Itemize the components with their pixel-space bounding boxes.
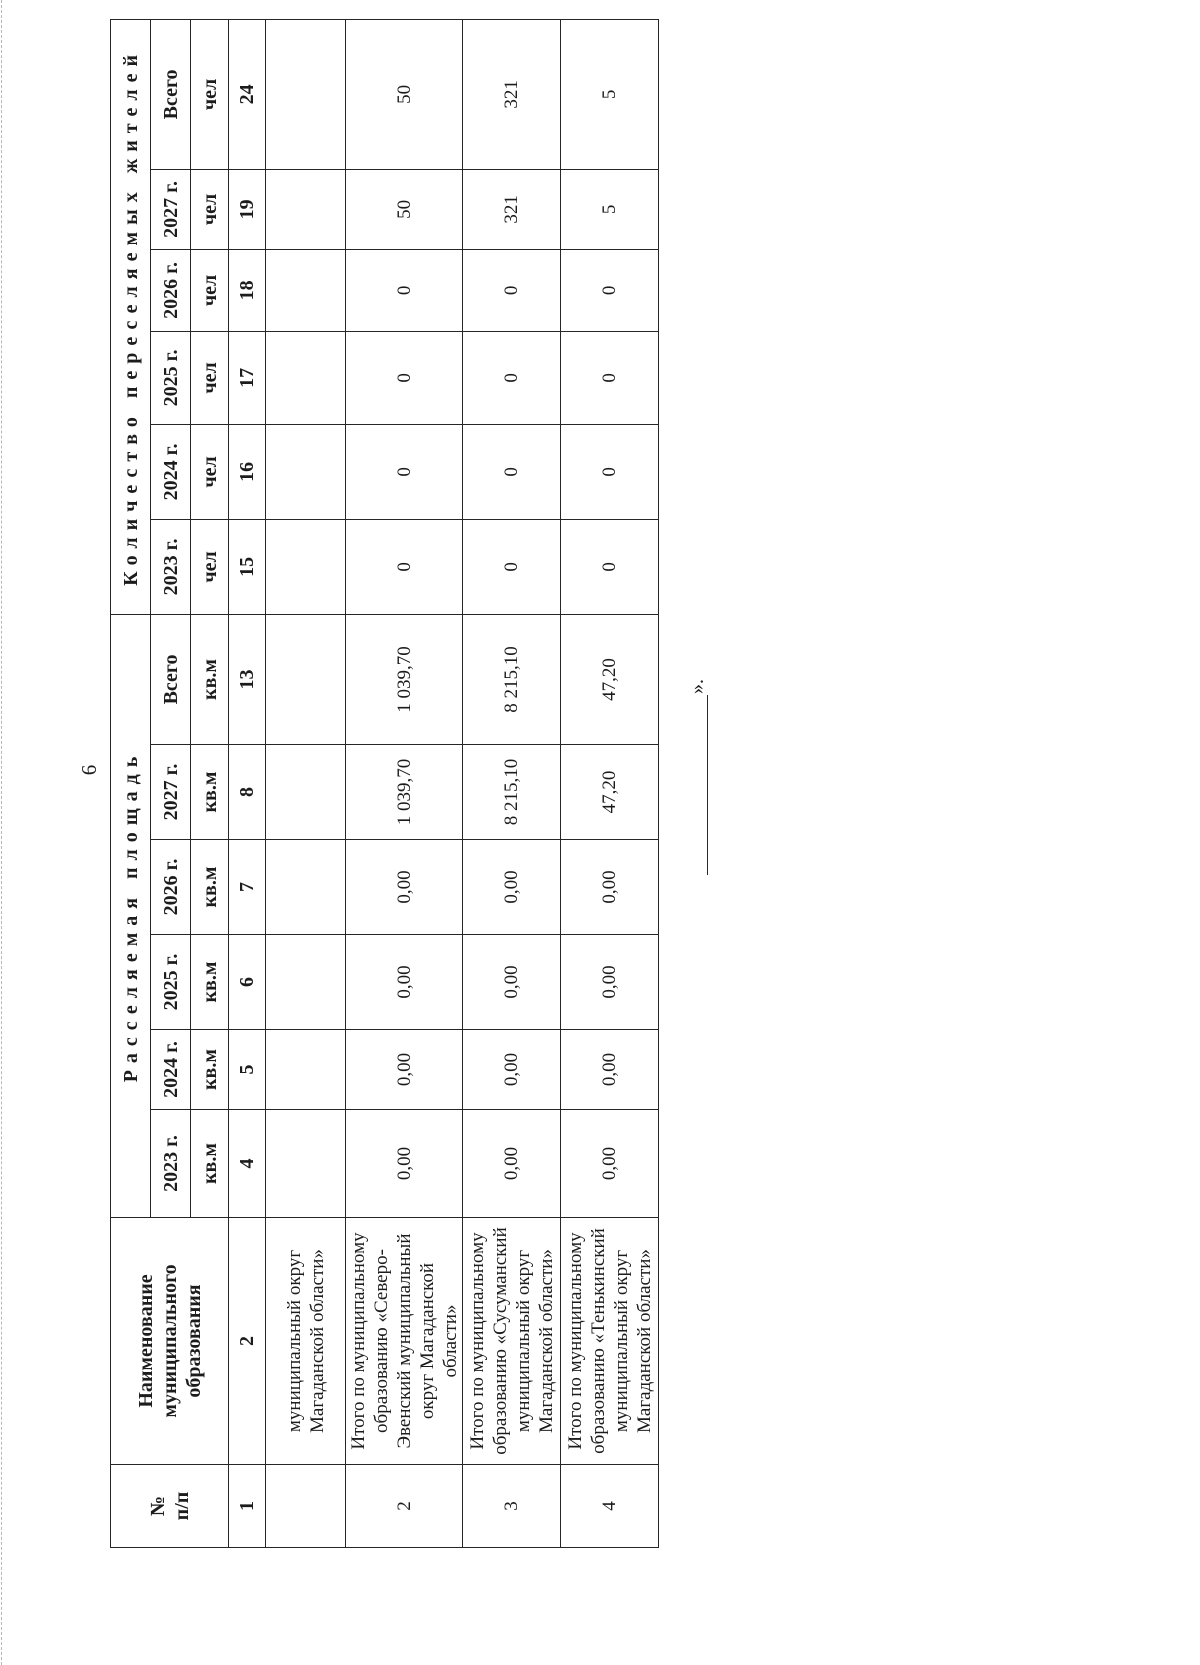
area-2025-value: 0,00 [346,935,463,1030]
area-2024-value: 0,00 [561,1030,659,1110]
table-row [266,19,346,1547]
people-2027-value: 50 [346,169,463,249]
area-2027-header: 2027 г. [151,745,191,840]
people-unit-cell: чел [191,331,229,424]
column-number-cell: 24 [229,19,266,169]
area-2024-value [266,1030,346,1110]
column-number-cell: 18 [229,249,266,331]
people-2027-value [266,169,346,249]
people-unit-cell: чел [191,249,229,331]
people-unit-cell: чел [191,519,229,614]
area-total-value: 47,20 [561,614,659,744]
page-number: 6 [77,764,101,776]
column-number-cell: 1 [229,1465,266,1548]
table-row [346,19,463,1547]
area-2023-value: 0,00 [346,1110,463,1218]
table-row [561,19,659,1547]
area-2023-value: 0,00 [561,1110,659,1218]
people-total-header: Всего [151,19,191,169]
column-number-cell: 7 [229,840,266,935]
people-2023-value: 0 [346,519,463,614]
people-2026-header: 2026 г. [151,249,191,331]
column-number-cell: 13 [229,614,266,744]
area-total-value: 8 215,10 [463,614,561,744]
header-group-row [111,19,151,1547]
area-total-value [266,614,346,744]
people-2024-value: 0 [561,424,659,519]
area-total-value: 1 039,70 [346,614,463,744]
people-group-header: Количество переселяемых жителей [111,19,151,614]
people-unit-cell: чел [191,19,229,169]
people-total-value: 321 [463,19,561,169]
people-2024-header: 2024 г. [151,424,191,519]
people-2025-header: 2025 г. [151,331,191,424]
area-2027-value: 47,20 [561,745,659,840]
municipality-name-cell: Итого по муниципальному образованию «Тенькинский муниципальный округ Магаданской области» [561,1218,659,1465]
column-number-cell: 5 [229,1030,266,1110]
area-unit-cell: кв.м [191,935,229,1030]
people-2024-value: 0 [463,424,561,519]
people-2026-value: 0 [346,249,463,331]
table-row [463,19,561,1547]
people-2025-value: 0 [561,331,659,424]
area-unit-cell: кв.м [191,1110,229,1218]
municipality-name-cell: Итого по муниципальному образованию «Северо- Эвенский муниципальный округ Магаданской области» [346,1218,463,1465]
column-number-cell: 15 [229,519,266,614]
column-number-cell: 17 [229,331,266,424]
people-2026-value: 0 [463,249,561,331]
people-2023-value: 0 [463,519,561,614]
people-2023-header: 2023 г. [151,519,191,614]
area-2023-value: 0,00 [463,1110,561,1218]
area-2027-value: 8 215,10 [463,745,561,840]
people-unit-cell: чел [191,169,229,249]
people-2023-value: 0 [561,519,659,614]
area-2024-value: 0,00 [346,1030,463,1110]
area-unit-cell: кв.м [191,840,229,935]
resettlement-table [110,19,659,1548]
area-2025-value: 0,00 [561,935,659,1030]
area-2027-value: 1 039,70 [346,745,463,840]
area-2025-value: 0,00 [463,935,561,1030]
row-number-cell: 2 [346,1465,463,1548]
people-2026-value [266,249,346,331]
column-number-cell: 2 [229,1218,266,1465]
area-2027-value [266,745,346,840]
row-number-cell [266,1465,346,1548]
area-2026-value: 0,00 [346,840,463,935]
column-number-cell: 8 [229,745,266,840]
column-number-cell: 6 [229,935,266,1030]
row-number-cell: 4 [561,1465,659,1548]
people-2027-header: 2027 г. [151,169,191,249]
people-2026-value: 0 [561,249,659,331]
people-2027-value: 321 [463,169,561,249]
scan-edge-line [1,0,2,1665]
area-2023-value [266,1110,346,1218]
header-number-cell: № п/п [111,1465,229,1548]
people-2023-value [266,519,346,614]
area-2026-value: 0,00 [463,840,561,935]
people-total-value: 50 [346,19,463,169]
municipality-name-cell: муниципальный округ Магаданской области» [266,1218,346,1465]
row-number-cell: 3 [463,1465,561,1548]
area-2025-header: 2025 г. [151,935,191,1030]
area-unit-cell: кв.м [191,745,229,840]
closing-underline [707,695,708,875]
people-2027-value: 5 [561,169,659,249]
area-2026-header: 2026 г. [151,840,191,935]
people-2025-value [266,331,346,424]
area-2024-header: 2024 г. [151,1030,191,1110]
municipality-name-cell: Итого по муниципальному образованию «Сусуманский муниципальный округ Магаданской области» [463,1218,561,1465]
column-number-cell: 19 [229,169,266,249]
area-unit-cell: кв.м [191,614,229,744]
area-2026-value [266,840,346,935]
area-unit-cell: кв.м [191,1030,229,1110]
people-unit-cell: чел [191,424,229,519]
column-number-cell: 16 [229,424,266,519]
area-group-header: Расселяемая площадь [111,614,151,1217]
people-2025-value: 0 [463,331,561,424]
area-2024-value: 0,00 [463,1030,561,1110]
area-total-header: Всего [151,614,191,744]
area-2023-header: 2023 г. [151,1110,191,1218]
column-number-cell: 4 [229,1110,266,1218]
closing-quote-mark: ». [686,679,708,694]
area-2025-value [266,935,346,1030]
header-name-cell: Наименование муниципального образования [111,1218,229,1465]
people-2024-value: 0 [346,424,463,519]
area-2026-value: 0,00 [561,840,659,935]
people-total-value [266,19,346,169]
people-2025-value: 0 [346,331,463,424]
people-total-value: 5 [561,19,659,169]
people-2024-value [266,424,346,519]
column-number-row [229,19,266,1547]
